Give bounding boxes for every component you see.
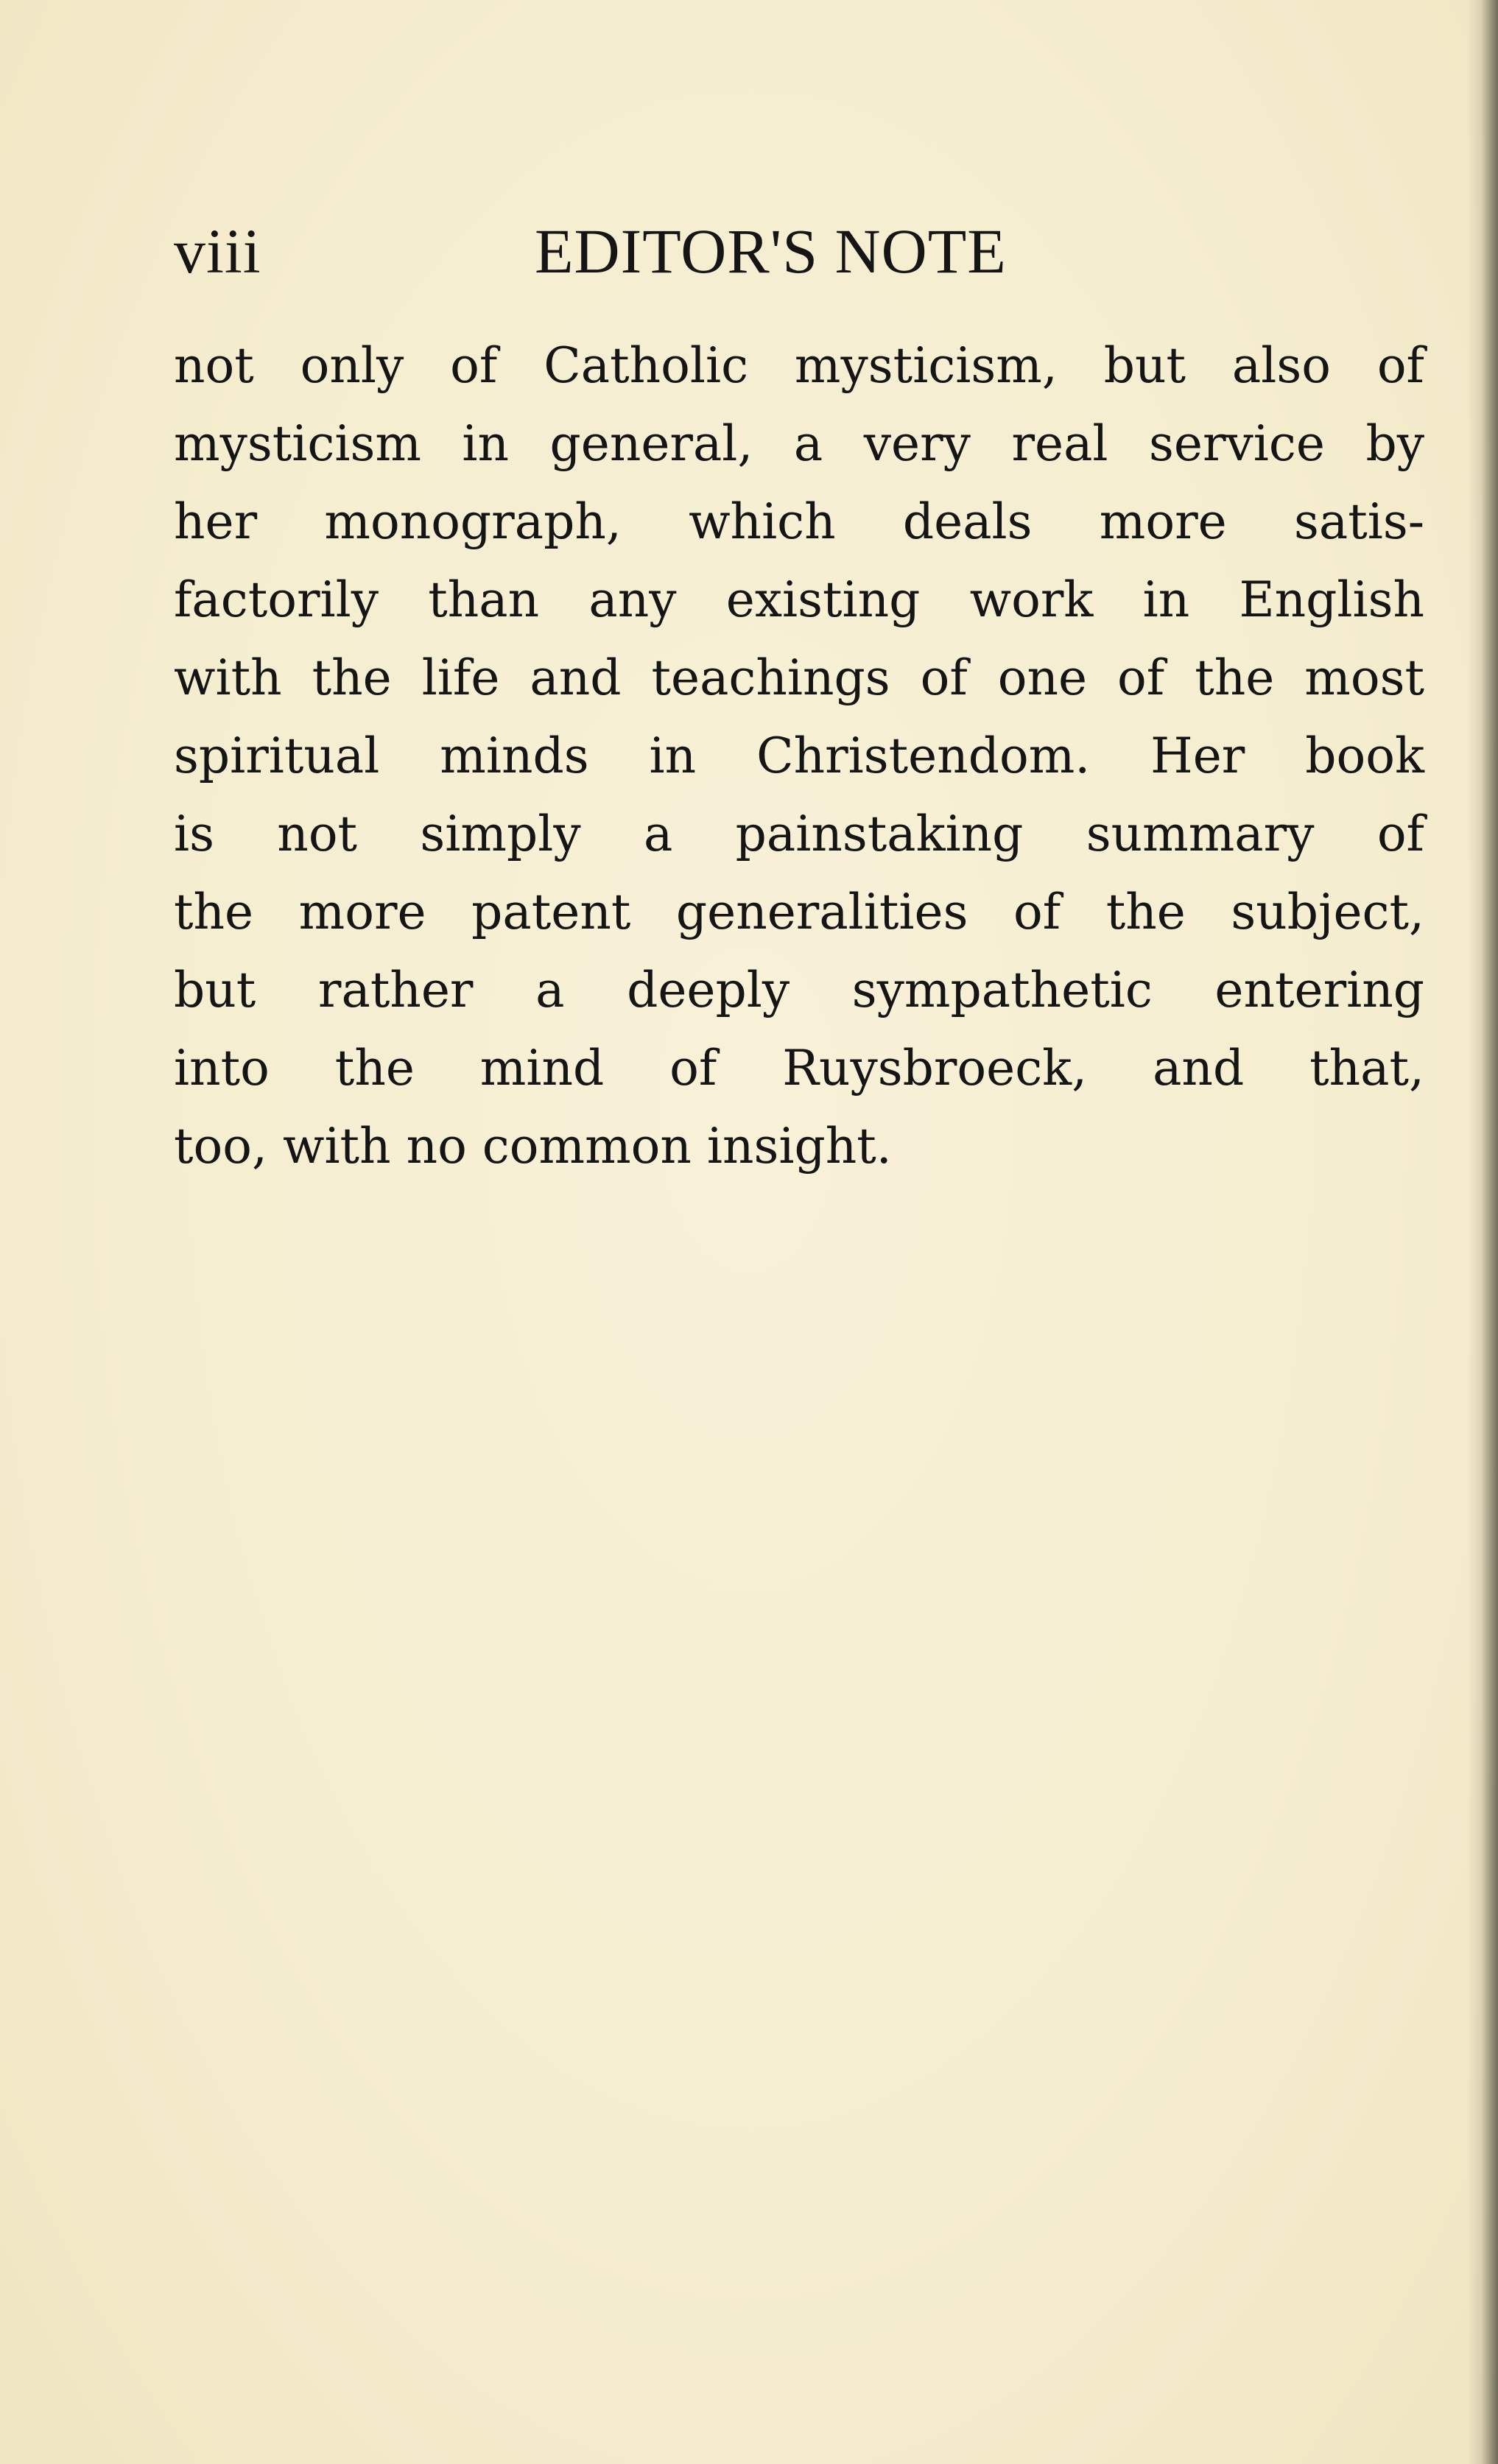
text-line: spiritual minds in Christendom. Her book <box>174 728 1424 784</box>
body-paragraph <box>174 327 1424 1186</box>
text-line: not only of Catholic mysticism, but also of <box>174 337 1424 394</box>
text-line: into the mind of Ruysbroeck, and that, <box>174 1040 1424 1097</box>
text-line: with the life and teachings of one of the most <box>174 650 1424 706</box>
page-edge-shadow <box>1467 0 1498 2464</box>
text-line: factorily than any existing work in English <box>174 571 1424 628</box>
page-number: viii <box>174 216 261 286</box>
text-line: mysticism in general, a very real service by <box>174 415 1424 472</box>
text-line: her monograph, which deals more satis- <box>174 493 1424 550</box>
text-line: is not simply a painstaking summary of <box>174 806 1424 862</box>
page-header <box>174 211 1426 292</box>
running-head: EDITOR'S NOTE <box>535 216 1007 286</box>
text-line: the more patent generalities of the subject, <box>174 884 1424 940</box>
text-line: but rather a deeply sympathetic entering <box>174 962 1424 1018</box>
text-line: too, with no common insight. <box>174 1118 892 1175</box>
